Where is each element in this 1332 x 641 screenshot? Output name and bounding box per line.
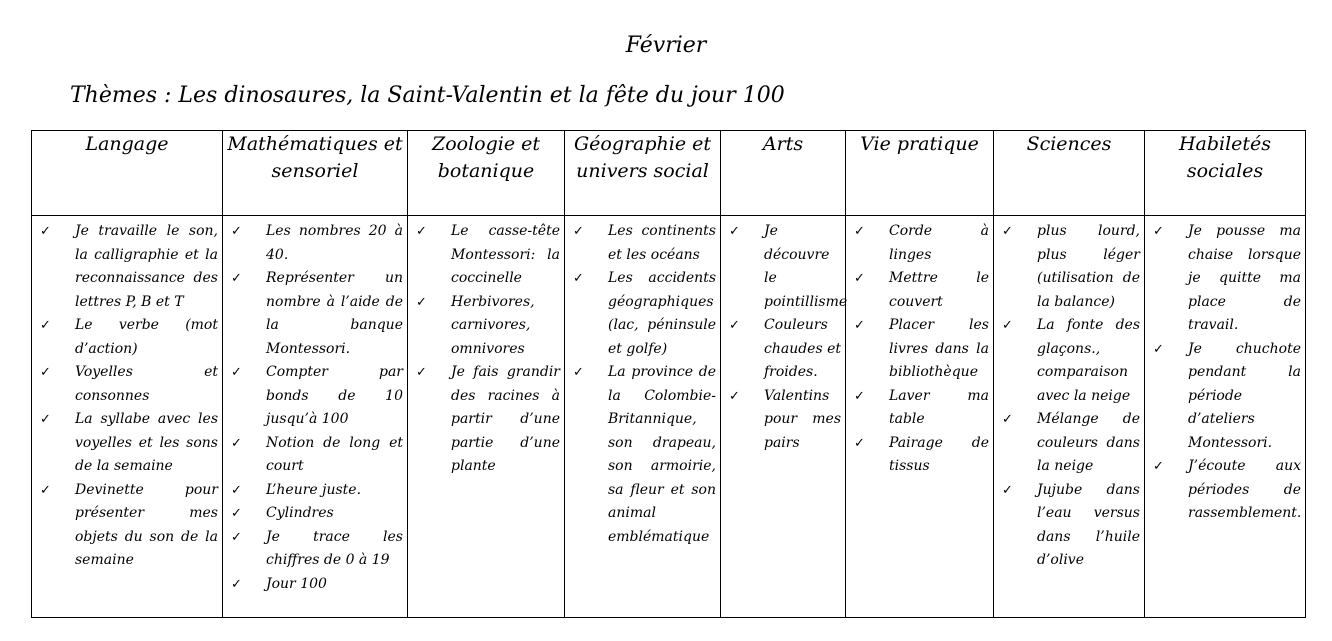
activity-item: [727, 220, 848, 314]
column-header-vie-pratique: Vie pratique: [846, 131, 994, 216]
column-header-geographie: Géographie et univers social: [565, 131, 721, 216]
activity-item: [1151, 455, 1301, 526]
checkmark-icon: ✓: [1153, 341, 1164, 357]
activity-text: L’heure juste.: [266, 481, 362, 498]
activity-list: [727, 220, 848, 455]
column-cell-langage: [32, 216, 223, 618]
column-header-mathematiques: Mathématiques et sensoriel: [223, 131, 408, 216]
activity-text: Les accidents géographiques (lac, péninsule et golfe): [608, 270, 716, 357]
column-cell-vie-pratique: [846, 216, 994, 618]
activity-item: [852, 220, 989, 267]
activity-item: [852, 267, 989, 314]
activity-item: [414, 220, 560, 291]
activity-item: [727, 385, 841, 456]
checkmark-icon: ✓: [573, 271, 584, 286]
activity-text: Je travaille le son, la calligraphie et la reconnaissance des lettres P, B et T: [75, 223, 218, 310]
activity-text: Mélange de couleurs dans la neige: [1037, 411, 1140, 474]
activity-text: Représenter un nombre à l’aide de la banque Montessori.: [266, 270, 403, 357]
activity-item: [38, 361, 218, 408]
activity-text: Cylindres: [266, 505, 334, 521]
checkmark-icon: ✓: [40, 482, 51, 498]
activity-list: [571, 220, 716, 549]
activity-text: Je découvre le pointillisme: [764, 223, 848, 310]
activity-item: [571, 267, 716, 361]
activity-text: Le casse-tête Montessori: la coccinelle: [451, 223, 560, 286]
checkmark-icon: ✓: [231, 529, 242, 545]
activity-item: [229, 220, 403, 267]
checkmark-icon: ✓: [573, 224, 584, 239]
checkmark-icon: ✓: [1153, 459, 1164, 474]
activity-text: Je trace les chiffres de 0 à 19: [266, 528, 403, 568]
activity-text: Jujube dans l’eau versus dans l’huile d’olive: [1037, 481, 1140, 568]
checkmark-icon: ✓: [416, 365, 427, 380]
activity-list: [852, 220, 989, 479]
header-row: [32, 131, 1306, 216]
activity-list: [1000, 220, 1140, 573]
activity-item: [1000, 220, 1140, 314]
activity-item: [571, 220, 716, 267]
checkmark-icon: ✓: [231, 482, 242, 498]
checkmark-icon: ✓: [729, 388, 740, 404]
activity-item: [727, 314, 841, 385]
activity-text: Couleurs chaudes et froides.: [764, 317, 842, 380]
activity-text: La province de la Colombie-Britannique, son drapeau, son armoirie, sa fleur et son animal emblématique: [608, 364, 716, 545]
checkmark-icon: ✓: [416, 224, 427, 239]
activity-item: [229, 573, 403, 597]
column-cell-mathematiques: [223, 216, 408, 618]
activity-item: [38, 314, 218, 361]
activity-text: Les continents et les océans: [608, 223, 716, 263]
checkmark-icon: ✓: [854, 435, 865, 451]
activity-list: [1151, 220, 1301, 526]
activity-item: [571, 361, 716, 549]
themes-heading: Thèmes : Les dinosaures, la Saint-Valentin et la fête du jour 100: [70, 83, 785, 108]
activity-text: J’écoute aux périodes de rassemblement.: [1188, 458, 1302, 521]
activity-item: [1151, 220, 1301, 338]
activity-text: plus lourd, plus léger (utilisation de la balance): [1037, 223, 1140, 310]
checkmark-icon: ✓: [231, 365, 242, 380]
activity-item: [229, 361, 403, 432]
checkmark-icon: ✓: [416, 294, 427, 310]
activity-list: [229, 220, 403, 596]
activity-text: Valentins pour mes pairs: [764, 387, 841, 451]
activity-text: Je pousse ma chaise lorsque je quitte ma place de travail.: [1188, 223, 1301, 333]
activity-text: La fonte des glaçons., comparaison avec la neige: [1037, 317, 1140, 404]
checkmark-icon: ✓: [231, 435, 242, 451]
activity-item: [852, 314, 989, 385]
activity-item: [38, 479, 218, 573]
activity-text: La syllabe avec les voyelles et les sons de la semaine: [75, 411, 218, 474]
checkmark-icon: ✓: [40, 412, 51, 427]
activity-text: Herbivores, carnivores, omnivores: [451, 293, 535, 357]
activity-item: [414, 361, 560, 479]
checkmark-icon: ✓: [231, 506, 242, 521]
checkmark-icon: ✓: [854, 224, 865, 239]
checkmark-icon: ✓: [1002, 224, 1013, 239]
activity-item: [38, 220, 218, 314]
column-header-sciences: Sciences: [994, 131, 1145, 216]
activity-text: Je fais grandir des racines à partir d’une partie d’une plante: [451, 364, 560, 474]
checkmark-icon: ✓: [854, 271, 865, 286]
column-header-langage: Langage: [32, 131, 223, 216]
activity-item: [852, 432, 989, 479]
column-header-habiletes: Habiletés sociales: [1145, 131, 1306, 216]
activity-item: [229, 479, 403, 503]
checkmark-icon: ✓: [1153, 224, 1164, 239]
checkmark-icon: ✓: [729, 318, 740, 333]
column-cell-arts: [721, 216, 846, 618]
activity-text: Les nombres 20 à 40.: [266, 223, 403, 263]
activity-text: Laver ma table: [889, 387, 989, 427]
activity-item: [852, 385, 989, 432]
activity-item: [229, 267, 403, 361]
column-cell-zoologie: [408, 216, 565, 618]
activity-text: Notion de long et court: [266, 434, 403, 474]
activity-item: [229, 526, 403, 573]
page-title: Février: [625, 33, 707, 58]
activity-list: [38, 220, 218, 573]
checkmark-icon: ✓: [1002, 318, 1013, 333]
checkmark-icon: ✓: [40, 318, 51, 333]
curriculum-table: [31, 130, 1306, 618]
activity-text: Le verbe (mot d’action): [75, 317, 218, 357]
checkmark-icon: ✓: [854, 318, 865, 333]
checkmark-icon: ✓: [729, 224, 740, 239]
activity-item: [38, 408, 218, 479]
activity-text: Je chuchote pendant la période d’ateliers Montessori.: [1188, 340, 1301, 451]
checkmark-icon: ✓: [40, 365, 51, 380]
column-cell-sciences: [994, 216, 1145, 618]
checkmark-icon: ✓: [1002, 412, 1013, 427]
column-header-arts: Arts: [721, 131, 846, 216]
activity-item: [1000, 314, 1140, 408]
column-header-zoologie: Zoologie et botanique: [408, 131, 565, 216]
activity-text: Placer les livres dans la bibliothèque: [889, 317, 989, 380]
column-cell-habiletes: [1145, 216, 1306, 618]
checkmark-icon: ✓: [231, 271, 242, 286]
activity-item: [414, 291, 560, 362]
activity-list: [414, 220, 560, 479]
activity-text: Corde à linges: [889, 223, 989, 263]
activity-text: Devinette pour présenter mes objets du son de la semaine: [75, 481, 218, 568]
checkmark-icon: ✓: [573, 365, 584, 380]
activity-item: [229, 432, 403, 479]
checkmark-icon: ✓: [1002, 482, 1013, 498]
activity-item: [229, 502, 403, 526]
activity-item: [1000, 408, 1140, 479]
column-cell-geographie: [565, 216, 721, 618]
activity-text: Compter par bonds de 10 jusqu’à 100: [266, 364, 403, 427]
checkmark-icon: ✓: [40, 224, 51, 239]
activity-text: Voyelles et consonnes: [75, 364, 218, 404]
checkmark-icon: ✓: [231, 576, 242, 592]
content-row: [32, 216, 1306, 618]
checkmark-icon: ✓: [231, 224, 242, 239]
checkmark-icon: ✓: [854, 388, 865, 404]
activity-text: Pairage de tissus: [889, 434, 989, 474]
activity-text: Mettre le couvert: [889, 270, 989, 310]
activity-item: [1151, 338, 1301, 456]
activity-text: Jour 100: [266, 575, 327, 592]
activity-item: [1000, 479, 1140, 573]
